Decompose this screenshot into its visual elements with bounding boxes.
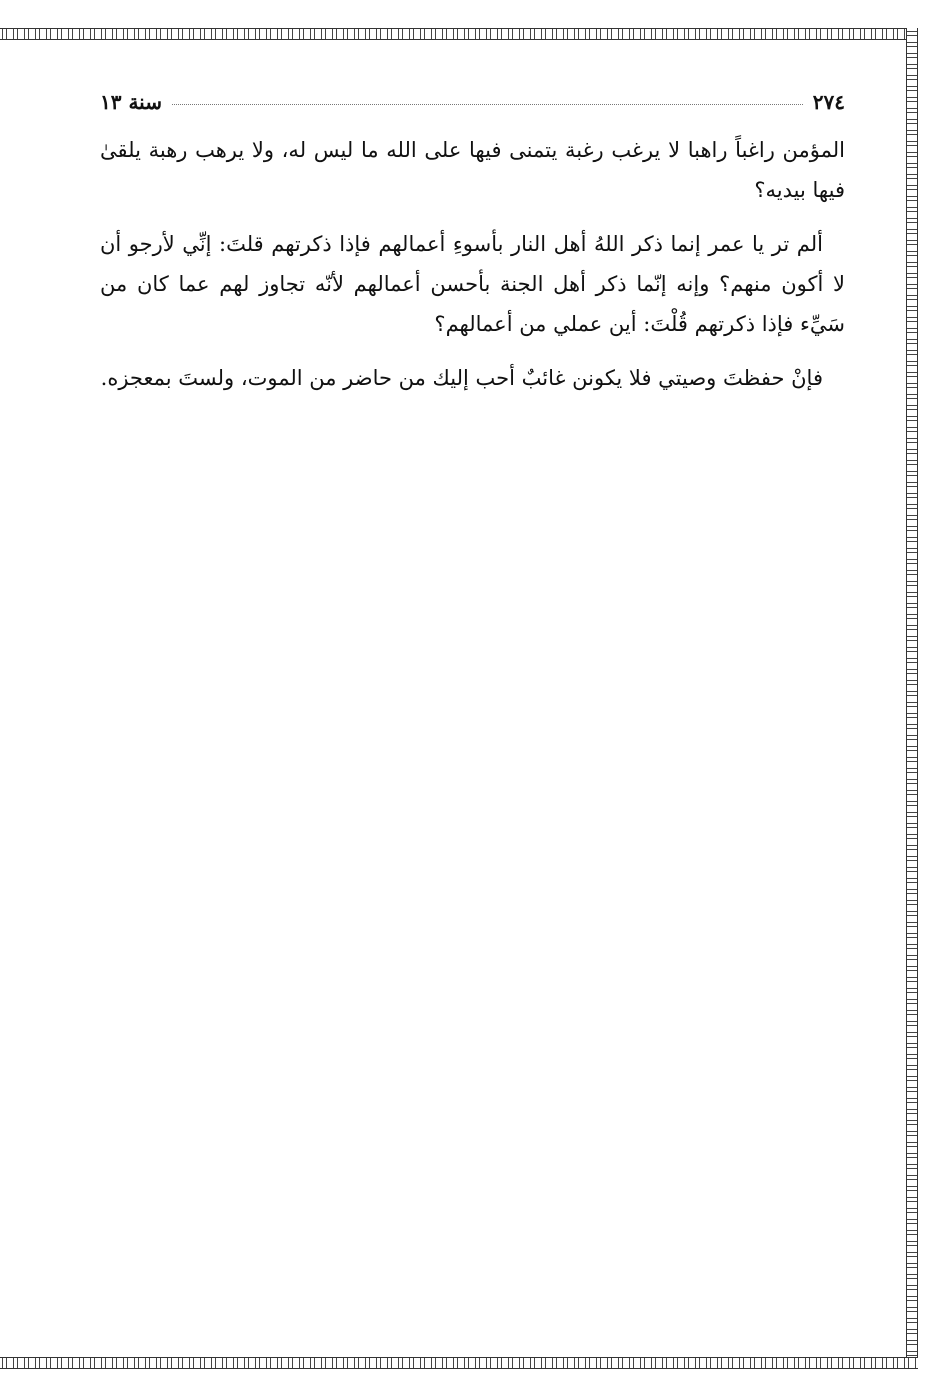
page-border-top	[0, 28, 918, 40]
paragraph-2: ألم تر يا عمر إنما ذكر اللهُ أهل النار بأسوءِ أعمالهم فإذا ذكرتهم قلتَ: إنِّي لأرجو أن لا أكون منهم؟ وإنه إنّما ذكر أهل الجنة بأحسن أعمالهم لأنّه تجاوز لهم عما كان من سَيِّء فإذا ذكرتهم قُلْتَ: أين عملي من أعمالهم؟	[100, 232, 845, 336]
book-page	[100, 90, 845, 412]
page-border-right	[906, 28, 918, 1369]
header-dotted-leader	[172, 104, 803, 105]
running-head: سنة ١٣	[100, 90, 162, 114]
page-header	[100, 90, 845, 114]
page-border-bottom	[0, 1357, 918, 1369]
page-number: ٢٧٤	[812, 90, 845, 114]
paragraph-3: فإنْ حفظتَ وصيتي فلا يكونن غائبٌ أحب إليك من حاضر من الموت، ولستَ بمعجزه.	[100, 366, 823, 390]
paragraph-1: المؤمن راغباً راهبا لا يرغب رغبة يتمنى فيها على الله ما ليس له، ولا يرهب رهبة يلقىٰ فيها بيديه؟	[100, 138, 845, 202]
